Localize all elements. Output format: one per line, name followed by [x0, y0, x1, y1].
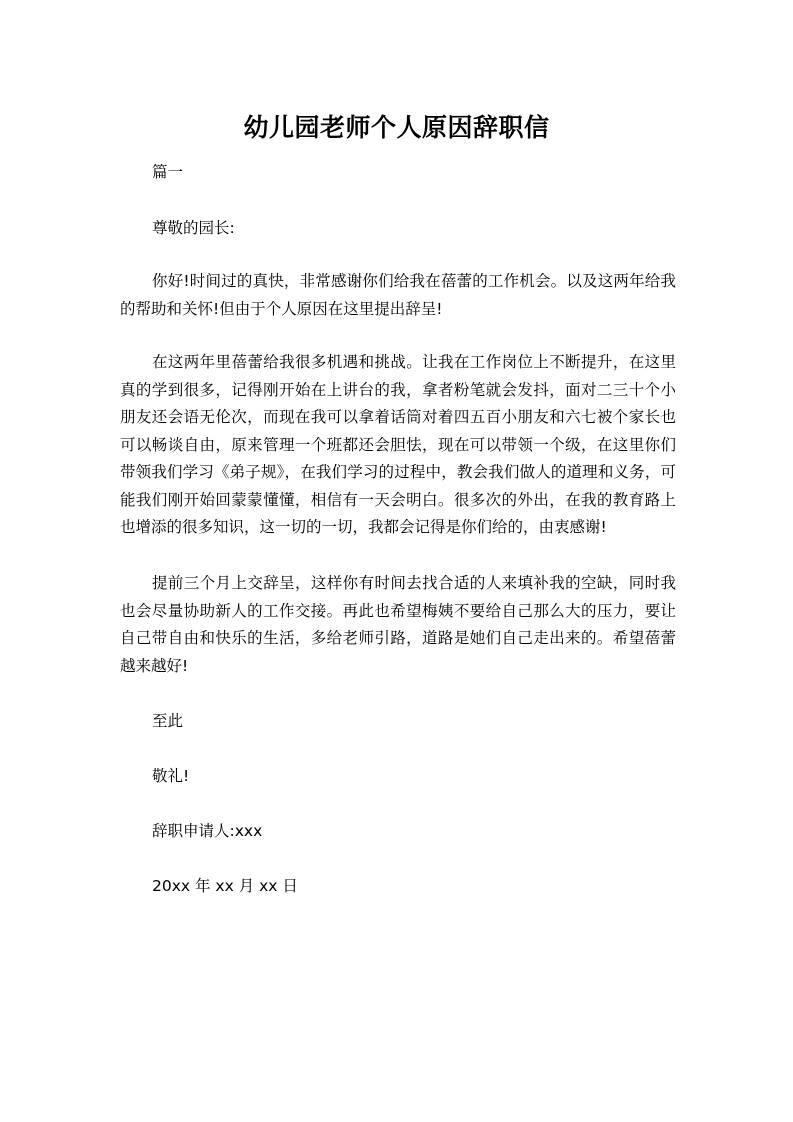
document-title: 幼儿园老师个人原因辞职信 [243, 113, 550, 142]
regards-line: 敬礼! [152, 767, 190, 785]
body-paragraph-1: 你好!时间过的真快，非常感谢你们给我在蓓蕾的工作机会。以及这两年给我的帮助和关怀!但由于个人原因在这里提出辞呈! [120, 272, 676, 318]
closing-line: 至此 [152, 712, 184, 730]
body-paragraph-2: 在这两年里蓓蕾给我很多机遇和挑战。让我在工作岗位上不断提升，在这里真的学到很多，记得刚开始在上讲台的我，拿者粉笔就会发抖，面对二三十个小朋友还会语无伦次，而现在我可以拿着话筒对着四五百小朋友和六七被个家长也可以畅谈自由，原来管理一个班都还会胆怯，现在可以带领一个级，在这里你们带领我们学习《弟子规》，在我们学习的过程中，教会我们做人的道理和义务，可能我们刚开始回蒙蒙懂懂，相信有一天会明白。很多次的外出，在我的教育路上也增添的很多知识，这一切的一切，我都会记得是你们给的，由衷感谢! [120, 353, 676, 536]
date-line: 20xx 年 xx 月 xx 日 [152, 877, 298, 895]
section-label: 篇一 [152, 163, 184, 181]
signature-line: 辞职申请人:xxx [152, 822, 263, 840]
salutation: 尊敬的园长: [152, 219, 235, 237]
body-paragraph-3: 提前三个月上交辞呈，这样你有时间去找合适的人来填补我的空缺，同时我也会尽量协助新人的工作交接。再此也希望梅姨不要给自己那么大的压力，要让自己带自由和快乐的生活，多给老师引路，道路是她们自己走出来的。希望蓓蕾越来越好! [120, 574, 676, 675]
